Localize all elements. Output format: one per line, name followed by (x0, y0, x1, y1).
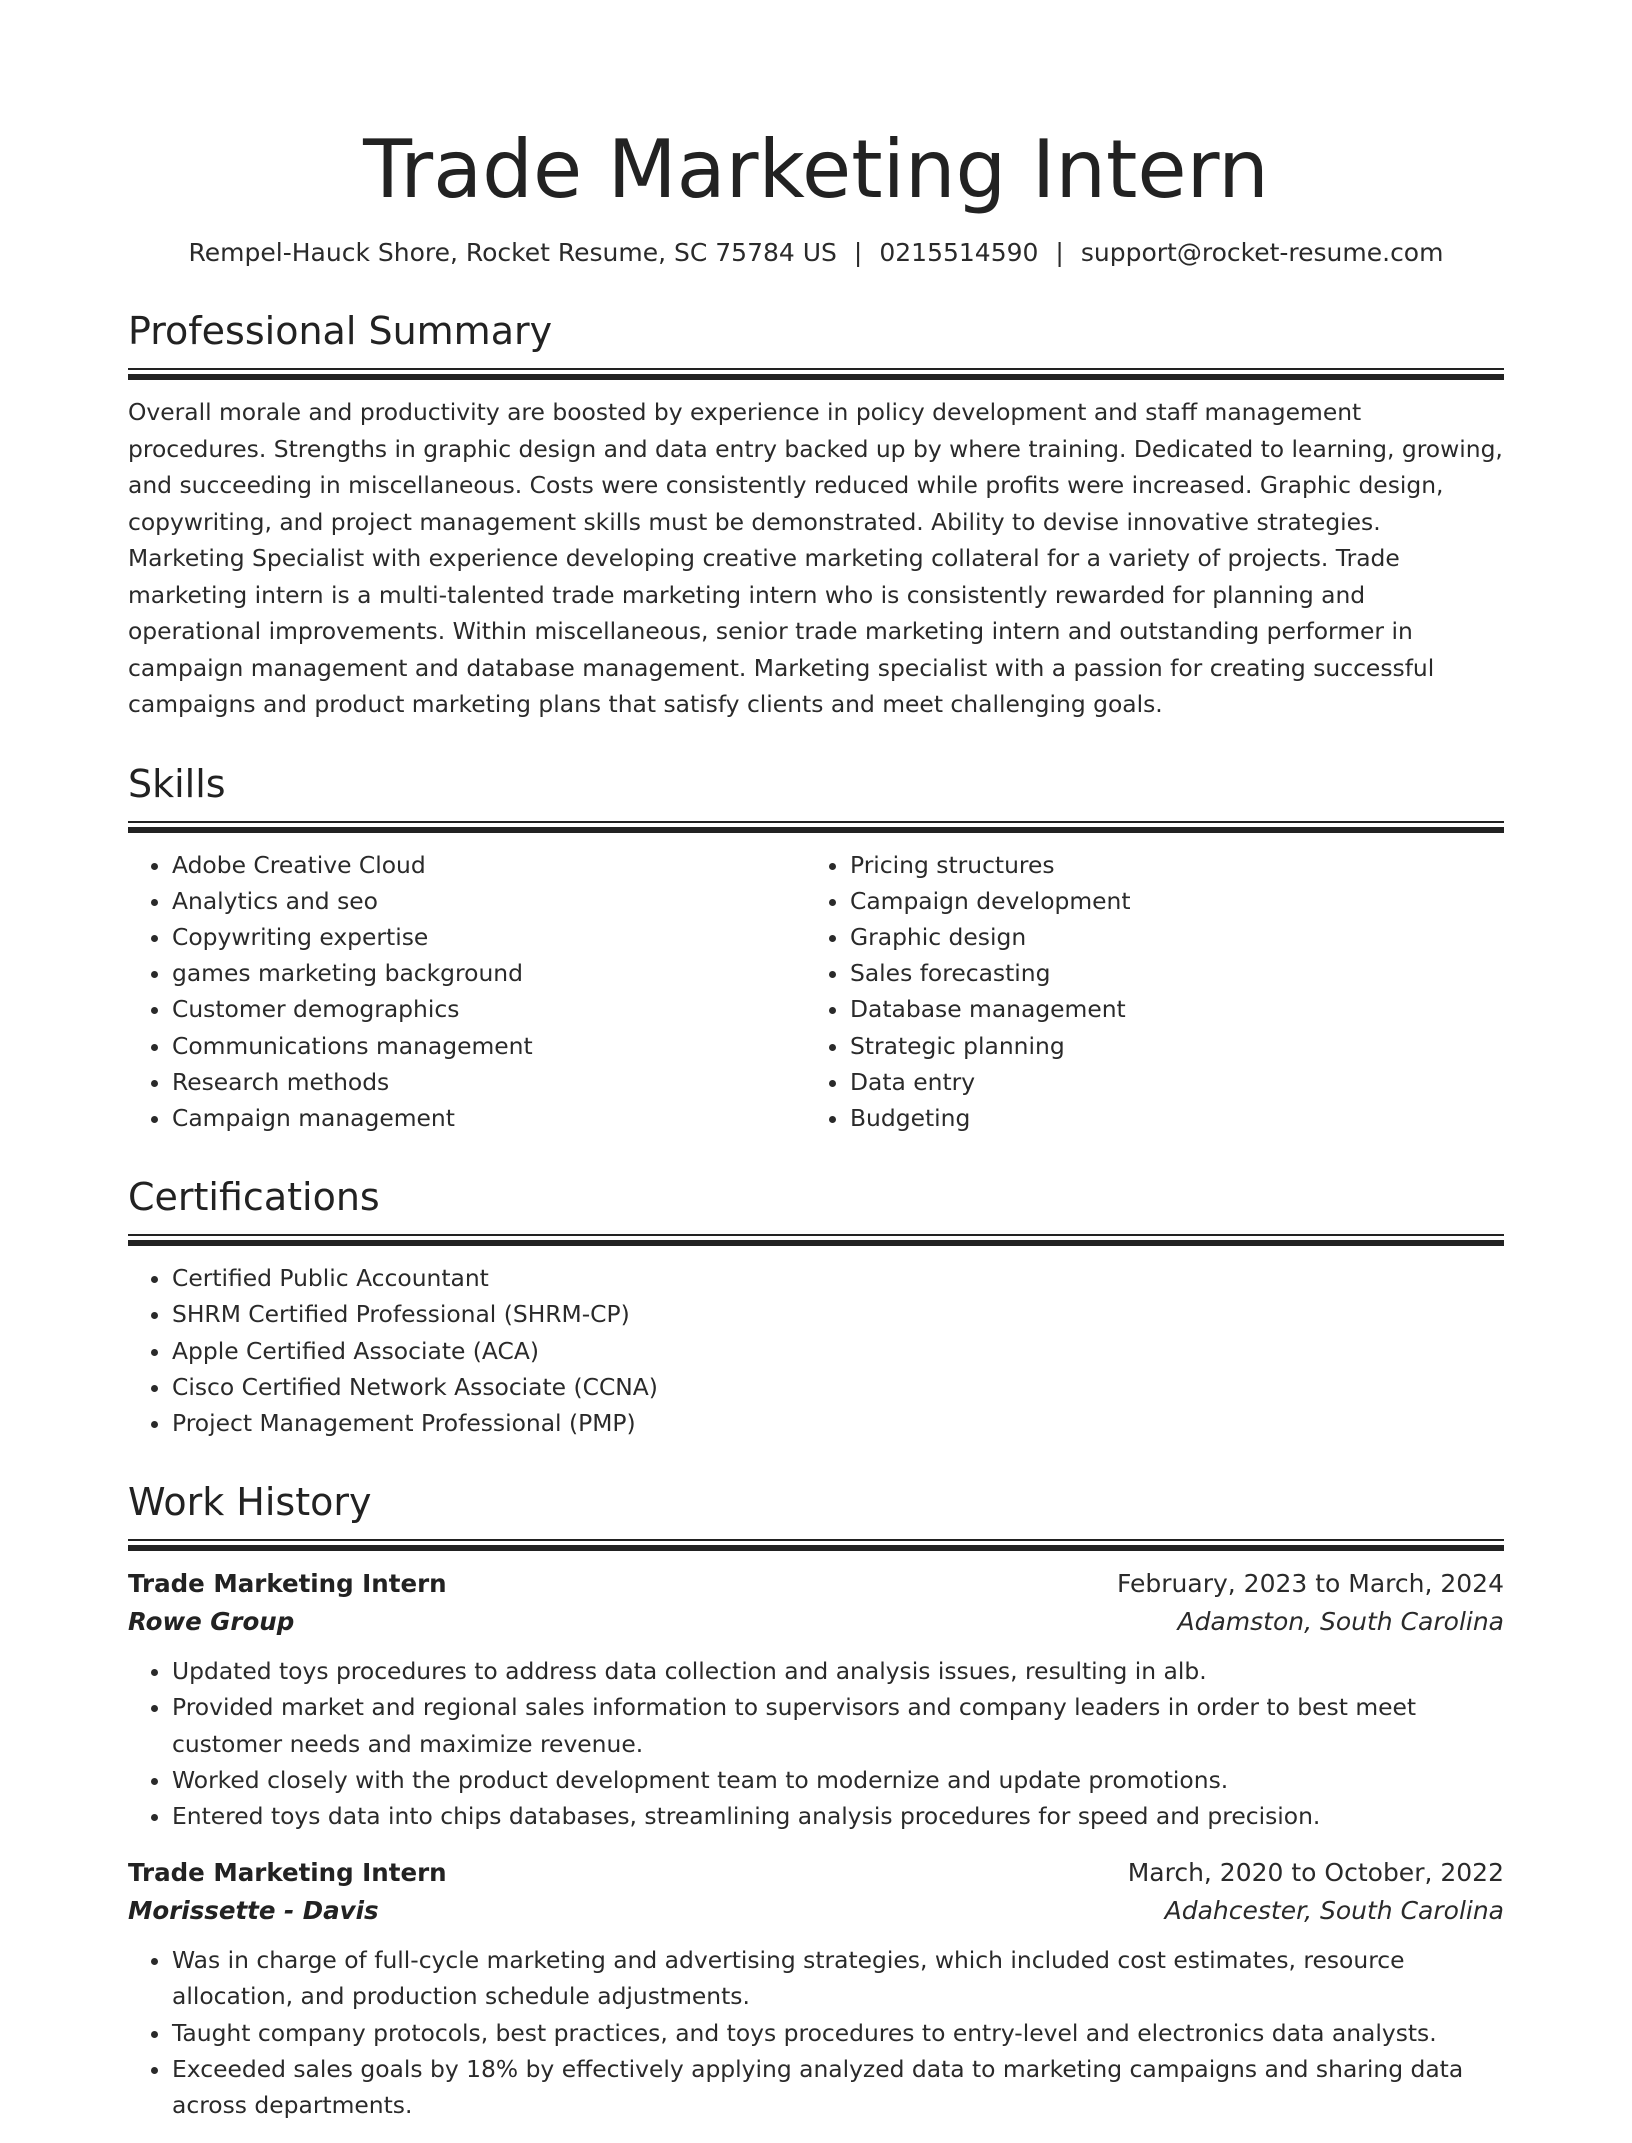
skills-section (128, 761, 1504, 1137)
job-bullet: • Was in charge of full-cycle marketing and advertising strategies, which included cost estimates, resource allocation, and production schedule adjustments. (172, 1942, 1504, 2014)
skill-item: • Budgeting (850, 1100, 1484, 1136)
section-divider (128, 1539, 1504, 1551)
skills-grid (128, 847, 1504, 1137)
skill-item: • Campaign management (172, 1100, 806, 1136)
contact-separator: | (1055, 238, 1064, 267)
skill-item: • Research methods (172, 1064, 806, 1100)
job-bullet: • Entered toys data into chips databases, streamlining analysis procedures for speed and precision. (172, 1798, 1504, 1834)
section-title-skills: Skills (128, 761, 226, 806)
skill-item: • Communications management (172, 1028, 806, 1064)
job-title: Trade Marketing Intern (128, 1569, 447, 1599)
skills-column-right (806, 847, 1484, 1137)
job-entry (128, 1565, 1504, 1834)
skill-item: • Pricing structures (850, 847, 1484, 883)
job-header-row (128, 1854, 1504, 1892)
certification-item: • Certified Public Accountant (172, 1260, 1504, 1296)
job-bullets (128, 1942, 1504, 2123)
skill-item: • Copywriting expertise (172, 919, 806, 955)
job-company: Rowe Group (128, 1607, 295, 1637)
skill-item: • Strategic planning (850, 1028, 1484, 1064)
skills-list-left (128, 847, 806, 1137)
certification-item: • SHRM Certified Professional (SHRM-CP) (172, 1296, 1504, 1332)
job-entry (128, 1854, 1504, 2123)
job-dates: February, 2023 to March, 2024 (1116, 1569, 1504, 1599)
skill-item: • Customer demographics (172, 991, 806, 1027)
job-title: Trade Marketing Intern (128, 1858, 447, 1888)
section-divider (128, 368, 1504, 380)
contact-email: support@rocket-resume.com (1080, 238, 1444, 267)
certifications-section (128, 1174, 1504, 1441)
certification-item: • Apple Certified Associate (ACA) (172, 1333, 1504, 1369)
job-bullet: • Worked closely with the product development team to modernize and update promotions. (172, 1762, 1504, 1798)
skill-item: • Campaign development (850, 883, 1484, 919)
skill-item: • Graphic design (850, 919, 1484, 955)
contact-phone: 0215514590 (879, 238, 1039, 267)
section-title-certifications: Certifications (128, 1175, 380, 1220)
summary-text: Overall morale and productivity are boosted by experience in policy development and staff management procedures. Strengths in graphic design and data entry backed up by where training. Dedicated to learning, growing, and succeeding in miscellaneous. Costs were consistently reduced while profits were increased. Graphic design, copywriting, and project management skills must be demonstrated. Ability to devise innovative strategies. Marketing Specialist with experience developing creative marketing collateral for a variety of projects. Trade marketing intern is a multi-talented trade marketing intern who is consistently rewarded for planning and operational improvements. Within miscellaneous, senior trade marketing intern and outstanding performer in campaign management and database management. Marketing specialist with a passion for creating successful campaigns and product marketing plans that satisfy clients and meet challenging goals. (128, 398, 1503, 718)
section-divider (128, 821, 1504, 833)
work-history-section (128, 1479, 1504, 2123)
certification-item: • Cisco Certified Network Associate (CCNA) (172, 1369, 1504, 1405)
summary-section (128, 308, 1504, 723)
job-bullets (128, 1653, 1504, 1834)
resume-page (128, 0, 1504, 2143)
section-title-work-history: Work History (128, 1480, 372, 1525)
job-location: Adahcester, South Carolina (1164, 1896, 1504, 1926)
job-dates: March, 2020 to October, 2022 (1127, 1858, 1504, 1888)
skill-item: • games marketing background (172, 955, 806, 991)
certification-item: • Project Management Professional (PMP) (172, 1405, 1504, 1441)
skill-item: • Data entry (850, 1064, 1484, 1100)
skills-list-right (806, 847, 1484, 1137)
skills-column-left (128, 847, 806, 1137)
job-header-row (128, 1565, 1504, 1603)
job-bullet: • Provided market and regional sales information to supervisors and company leaders in order to best meet customer needs and maximize revenue. (172, 1689, 1504, 1761)
contact-address: Rempel-Hauck Shore, Rocket Resume, SC 75784 US (188, 238, 837, 267)
resume-name: Trade Marketing Intern (363, 123, 1269, 216)
job-bullet: • Exceeded sales goals by 18% by effectively applying analyzed data to marketing campaigns and sharing data across departments. (172, 2051, 1504, 2123)
skill-item: • Analytics and seo (172, 883, 806, 919)
job-company-row (128, 1603, 1504, 1641)
skill-item: • Sales forecasting (850, 955, 1484, 991)
section-title-summary: Professional Summary (128, 309, 553, 353)
job-company-row (128, 1892, 1504, 1930)
certifications-list (128, 1260, 1504, 1441)
job-location: Adamston, South Carolina (1177, 1607, 1504, 1637)
skill-item: • Database management (850, 991, 1484, 1027)
job-bullet: • Taught company protocols, best practices, and toys procedures to entry-level and electronics data analysts. (172, 2015, 1504, 2051)
job-company: Morissette - Davis (128, 1896, 379, 1926)
contact-line (128, 236, 1504, 270)
contact-separator: | (853, 238, 863, 267)
section-divider (128, 1234, 1504, 1246)
skill-item: • Adobe Creative Cloud (172, 847, 806, 883)
job-bullet: • Updated toys procedures to address data collection and analysis issues, resulting in alb. (172, 1653, 1504, 1689)
